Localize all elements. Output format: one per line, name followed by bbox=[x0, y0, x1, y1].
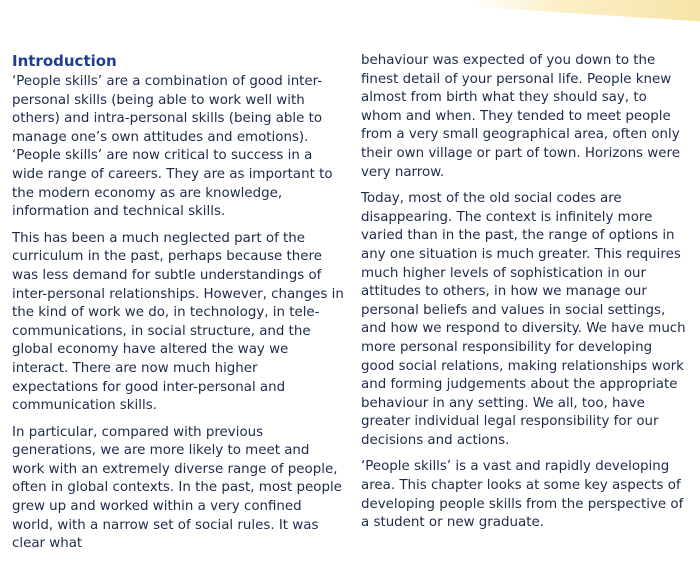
decorative-accent-stripe bbox=[470, 0, 700, 22]
right-column bbox=[361, 52, 689, 541]
paragraph-2: This has been a much neglected part of the curriculum in the past, perhaps because there was less demand for subtle understandings of inter-personal relationships. However, changes in the kind of work we do, in technology, in tele-communications, in social structure, and the global economy have altered the way we interact. There are now much higher expectations for good inter-personal and communication skills. bbox=[12, 230, 344, 414]
paragraph-6: ‘People skills’ is a vast and rapidly developing area. This chapter looks at some key aspects of developing people skills from the perspective of a student or new graduate. bbox=[361, 459, 684, 531]
paragraph-3: In particular, compared with previous generations, we are more likely to meet and work with an extremely diverse range of people, often in global contexts. In the past, most people grew up and worked within a very confined world, with a narrow set of social rules. It was clear what bbox=[12, 424, 342, 552]
left-column bbox=[12, 52, 346, 562]
paragraph-1: ‘People skills’ are a combination of good inter-personal skills (being able to work well with others) and intra-personal skills (being able to manage one’s own attitudes and emotions). ‘People skills’ are now critical to success in a wide range of careers. They are as important to the modern economy as are knowledge, information and technical skills. bbox=[12, 74, 333, 220]
paragraph-4: behaviour was expected of you down to the finest detail of your personal life. People knew almost from birth what they should say, to whom and when. They tended to meet people from a very small geographical area, often only their own village or part of town. Horizons were very narrow. bbox=[361, 53, 680, 180]
section-heading: Introduction bbox=[12, 52, 117, 70]
paragraph-5: Today, most of the old social codes are disappearing. The context is infinitely more varied than in the past, the range of options in any one situation is much greater. This requires much higher levels of sophistication in our attitudes to others, in how we manage our personal beliefs and values in social settings, and how we respond to diversity. We have much more personal responsibility for developing good social relations, making relationships work and forming judgements about the appropriate behaviour in any setting. We all, too, have greater individual legal responsibility for our decisions and actions. bbox=[361, 191, 686, 448]
